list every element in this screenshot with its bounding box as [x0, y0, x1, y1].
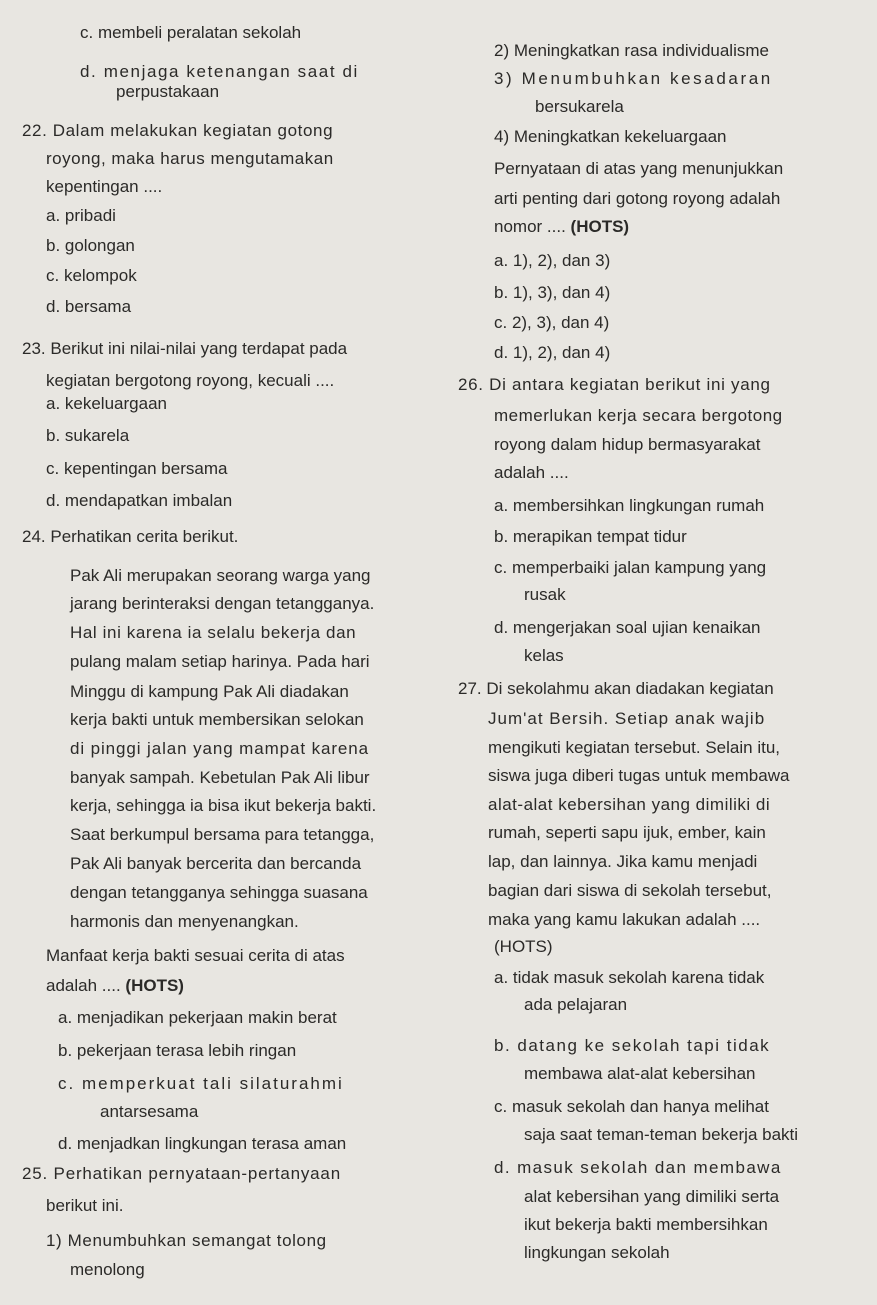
- q27-stem-3: mengikuti kegiatan tersebut. Selain itu,: [488, 738, 781, 757]
- q25-option-b: b. 1), 3), dan 4): [494, 283, 611, 302]
- q27-option-a-cont: ada pelajaran: [524, 995, 628, 1014]
- q25-item-1: 1) Menumbuhkan semangat tolong: [46, 1231, 327, 1250]
- q22-option-b: b. golongan: [46, 236, 135, 255]
- q23-option-b: b. sukarela: [46, 426, 130, 445]
- q27-stem-8: bagian dari siswa di sekolah tersebut,: [488, 881, 772, 900]
- q25-item-2: 2) Meningkatkan rasa individualisme: [494, 41, 769, 60]
- q27-option-d-cont-2: ikut bekerja bakti membersihkan: [524, 1215, 768, 1234]
- q23-option-d: d. mendapatkan imbalan: [46, 491, 233, 510]
- q21-option-d-cont: perpustakaan: [116, 82, 220, 101]
- q21-option-d: d. menjaga ketenangan saat di: [80, 62, 359, 81]
- q23-stem-2: kegiatan bergotong royong, kecuali ....: [46, 371, 335, 390]
- q25-item-3: 3) Menumbuhkan kesadaran: [494, 69, 773, 88]
- q24-stem: 24. Perhatikan cerita berikut.: [22, 527, 239, 546]
- q26-stem-3: royong dalam hidup bermasyarakat: [494, 435, 761, 454]
- q26-stem-1: 26. Di antara kegiatan berikut ini yang: [458, 375, 771, 394]
- q24-option-d: d. menjadkan lingkungan terasa aman: [58, 1134, 347, 1153]
- q24-option-c: c. memperkuat tali silaturahmi: [58, 1074, 344, 1093]
- q25-prompt-3: nomor .... (HOTS): [494, 217, 630, 236]
- q26-option-d-cont: kelas: [524, 646, 564, 665]
- q22-stem-2: royong, maka harus mengutamakan: [46, 149, 334, 168]
- q27-stem-2: Jum'at Bersih. Setiap anak wajib: [488, 709, 766, 728]
- q24-story-1: Pak Ali merupakan seorang warga yang: [70, 566, 371, 585]
- q27-option-c: c. masuk sekolah dan hanya melihat: [494, 1097, 769, 1116]
- q22-option-c: c. kelompok: [46, 266, 137, 285]
- q27-stem-7: lap, dan lainnya. Jika kamu menjadi: [488, 852, 758, 871]
- q25-item-3-cont: bersukarela: [535, 97, 624, 116]
- q22-stem-1: 22. Dalam melakukan kegiatan gotong: [22, 121, 334, 140]
- q27-stem-1: 27. Di sekolahmu akan diadakan kegiatan: [458, 679, 774, 698]
- q25-hots-tag: (HOTS): [570, 217, 630, 236]
- q27-stem-5: alat-alat kebersihan yang dimiliki di: [488, 795, 771, 814]
- q24-question-2: adalah .... (HOTS): [46, 976, 184, 995]
- q25-prompt-1: Pernyataan di atas yang menunjukkan: [494, 159, 784, 178]
- q25-option-c: c. 2), 3), dan 4): [494, 313, 610, 332]
- q24-option-a: a. menjadikan pekerjaan makin berat: [58, 1008, 337, 1027]
- q24-hots-tag: (HOTS): [125, 976, 184, 995]
- q27-option-c-cont: saja saat teman-teman bekerja bakti: [524, 1125, 799, 1144]
- q24-question-1: Manfaat kerja bakti sesuai cerita di atas: [46, 946, 345, 965]
- q26-option-b: b. merapikan tempat tidur: [494, 527, 687, 546]
- q25-item-4: 4) Meningkatkan kekeluargaan: [494, 127, 727, 146]
- q27-stem-4: siswa juga diberi tugas untuk membawa: [488, 766, 790, 785]
- q26-option-c: c. memperbaiki jalan kampung yang: [494, 558, 767, 577]
- q26-stem-4: adalah ....: [494, 463, 569, 482]
- q24-story-7: di pinggi jalan yang mampat karena: [70, 739, 369, 758]
- q25-stem-2: berikut ini.: [46, 1196, 124, 1215]
- q24-story-11: Pak Ali banyak bercerita dan bercanda: [70, 854, 362, 873]
- q25-prompt-2: arti penting dari gotong royong adalah: [494, 189, 781, 208]
- q26-option-d: d. mengerjakan soal ujian kenaikan: [494, 618, 761, 637]
- q27-option-a: a. tidak masuk sekolah karena tidak: [494, 968, 765, 987]
- q25-item-1-cont: menolong: [70, 1260, 145, 1279]
- q24-story-12: dengan tetangganya sehingga suasana: [70, 883, 368, 902]
- q27-hots-tag: (HOTS): [494, 937, 553, 956]
- q25-stem-1: 25. Perhatikan pernyataan-pertanyaan: [22, 1164, 341, 1183]
- q27-option-b: b. datang ke sekolah tapi tidak: [494, 1036, 771, 1055]
- q24-story-3: Hal ini karena ia selalu bekerja dan: [70, 623, 357, 642]
- q27-option-d: d. masuk sekolah dan membawa: [494, 1158, 782, 1177]
- q23-option-a: a. kekeluargaan: [46, 394, 167, 413]
- q24-story-6: kerja bakti untuk membersikan selokan: [70, 710, 364, 729]
- q24-story-10: Saat berkumpul bersama para tetangga,: [70, 825, 375, 844]
- q26-stem-2: memerlukan kerja secara bergotong: [494, 406, 783, 425]
- q27-stem-6: rumah, seperti sapu ijuk, ember, kain: [488, 823, 766, 842]
- q27-option-d-cont-3: lingkungan sekolah: [524, 1243, 670, 1262]
- q24-story-9: kerja, sehingga ia bisa ikut bekerja bakti.: [70, 796, 377, 815]
- q24-story-4: pulang malam setiap harinya. Pada hari: [70, 652, 370, 671]
- q22-option-a: a. pribadi: [46, 206, 116, 225]
- q24-option-b: b. pekerjaan terasa lebih ringan: [58, 1041, 297, 1060]
- q24-option-c-cont: antarsesama: [100, 1102, 199, 1121]
- q23-stem-1: 23. Berikut ini nilai-nilai yang terdapat pada: [22, 339, 348, 358]
- q24-story-8: banyak sampah. Kebetulan Pak Ali libur: [70, 768, 370, 787]
- q25-option-a: a. 1), 2), dan 3): [494, 251, 611, 270]
- q27-stem-9: maka yang kamu lakukan adalah ....: [488, 910, 761, 929]
- q23-option-c: c. kepentingan bersama: [46, 459, 228, 478]
- q26-option-c-cont: rusak: [524, 585, 566, 604]
- q26-option-a: a. membersihkan lingkungan rumah: [494, 496, 765, 515]
- q27-option-d-cont-1: alat kebersihan yang dimiliki serta: [524, 1187, 780, 1206]
- q21-option-c: c. membeli peralatan sekolah: [80, 23, 302, 42]
- q22-option-d: d. bersama: [46, 297, 132, 316]
- q27-option-b-cont: membawa alat-alat kebersihan: [524, 1064, 756, 1083]
- q24-story-13: harmonis dan menyenangkan.: [70, 912, 299, 931]
- q24-story-5: Minggu di kampung Pak Ali diadakan: [70, 682, 349, 701]
- q22-stem-3: kepentingan ....: [46, 177, 163, 196]
- q25-option-d: d. 1), 2), dan 4): [494, 343, 611, 362]
- q24-story-2: jarang berinteraksi dengan tetangganya.: [70, 594, 375, 613]
